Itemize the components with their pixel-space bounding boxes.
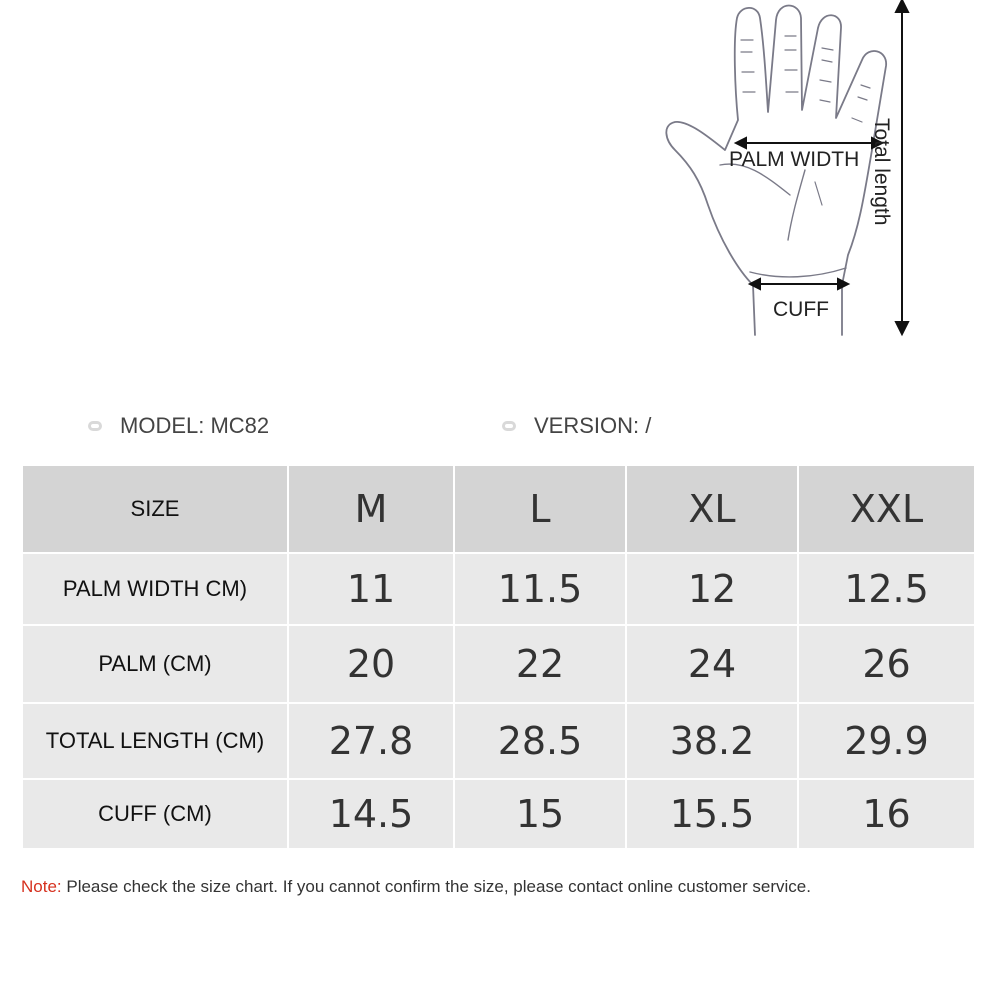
model-info bbox=[88, 411, 269, 441]
table-cell: 20 bbox=[288, 625, 454, 703]
version-text: VERSION: / bbox=[534, 413, 652, 438]
size-l-header: L bbox=[454, 465, 626, 553]
table-row bbox=[22, 779, 975, 849]
size-header-cell: SIZE bbox=[22, 465, 288, 553]
cuff-label: CUFF bbox=[773, 298, 829, 321]
size-xl-header: XL bbox=[626, 465, 798, 553]
row-label: CUFF (CM) bbox=[22, 779, 288, 849]
table-cell: 11 bbox=[288, 553, 454, 625]
table-cell: 26 bbox=[798, 625, 975, 703]
table-cell: 24 bbox=[626, 625, 798, 703]
row-label: TOTAL LENGTH (CM) bbox=[22, 703, 288, 779]
table-cell: 38.2 bbox=[626, 703, 798, 779]
table-cell: 11.5 bbox=[454, 553, 626, 625]
size-xxl-header: XXL bbox=[798, 465, 975, 553]
model-text: MODEL: MC82 bbox=[120, 413, 270, 438]
table-cell: 12.5 bbox=[798, 553, 975, 625]
table-row bbox=[22, 625, 975, 703]
bullet-icon bbox=[502, 421, 516, 431]
table-cell: 27.8 bbox=[288, 703, 454, 779]
table-header-row bbox=[22, 465, 975, 553]
bullet-icon bbox=[88, 421, 102, 431]
table-cell: 14.5 bbox=[288, 779, 454, 849]
table-cell: 12 bbox=[626, 553, 798, 625]
table-cell: 15 bbox=[454, 779, 626, 849]
total-length-label: Total length bbox=[870, 118, 893, 226]
size-note bbox=[21, 877, 811, 897]
table-cell: 16 bbox=[798, 779, 975, 849]
version-info bbox=[502, 411, 651, 441]
table-row bbox=[22, 703, 975, 779]
row-label: PALM (CM) bbox=[22, 625, 288, 703]
size-chart-table bbox=[21, 464, 976, 850]
size-m-header: M bbox=[288, 465, 454, 553]
row-label: PALM WIDTH CM) bbox=[22, 553, 288, 625]
glove-size-diagram bbox=[650, 0, 950, 345]
table-cell: 29.9 bbox=[798, 703, 975, 779]
table-row bbox=[22, 553, 975, 625]
table-cell: 22 bbox=[454, 625, 626, 703]
palm-width-label: PALM WIDTH bbox=[729, 148, 860, 171]
table-cell: 15.5 bbox=[626, 779, 798, 849]
note-label: Note: bbox=[21, 877, 62, 896]
table-cell: 28.5 bbox=[454, 703, 626, 779]
note-text: Please check the size chart. If you cannot confirm the size, please contact online customer service. bbox=[61, 877, 811, 896]
hand-outline-illustration bbox=[650, 0, 950, 345]
